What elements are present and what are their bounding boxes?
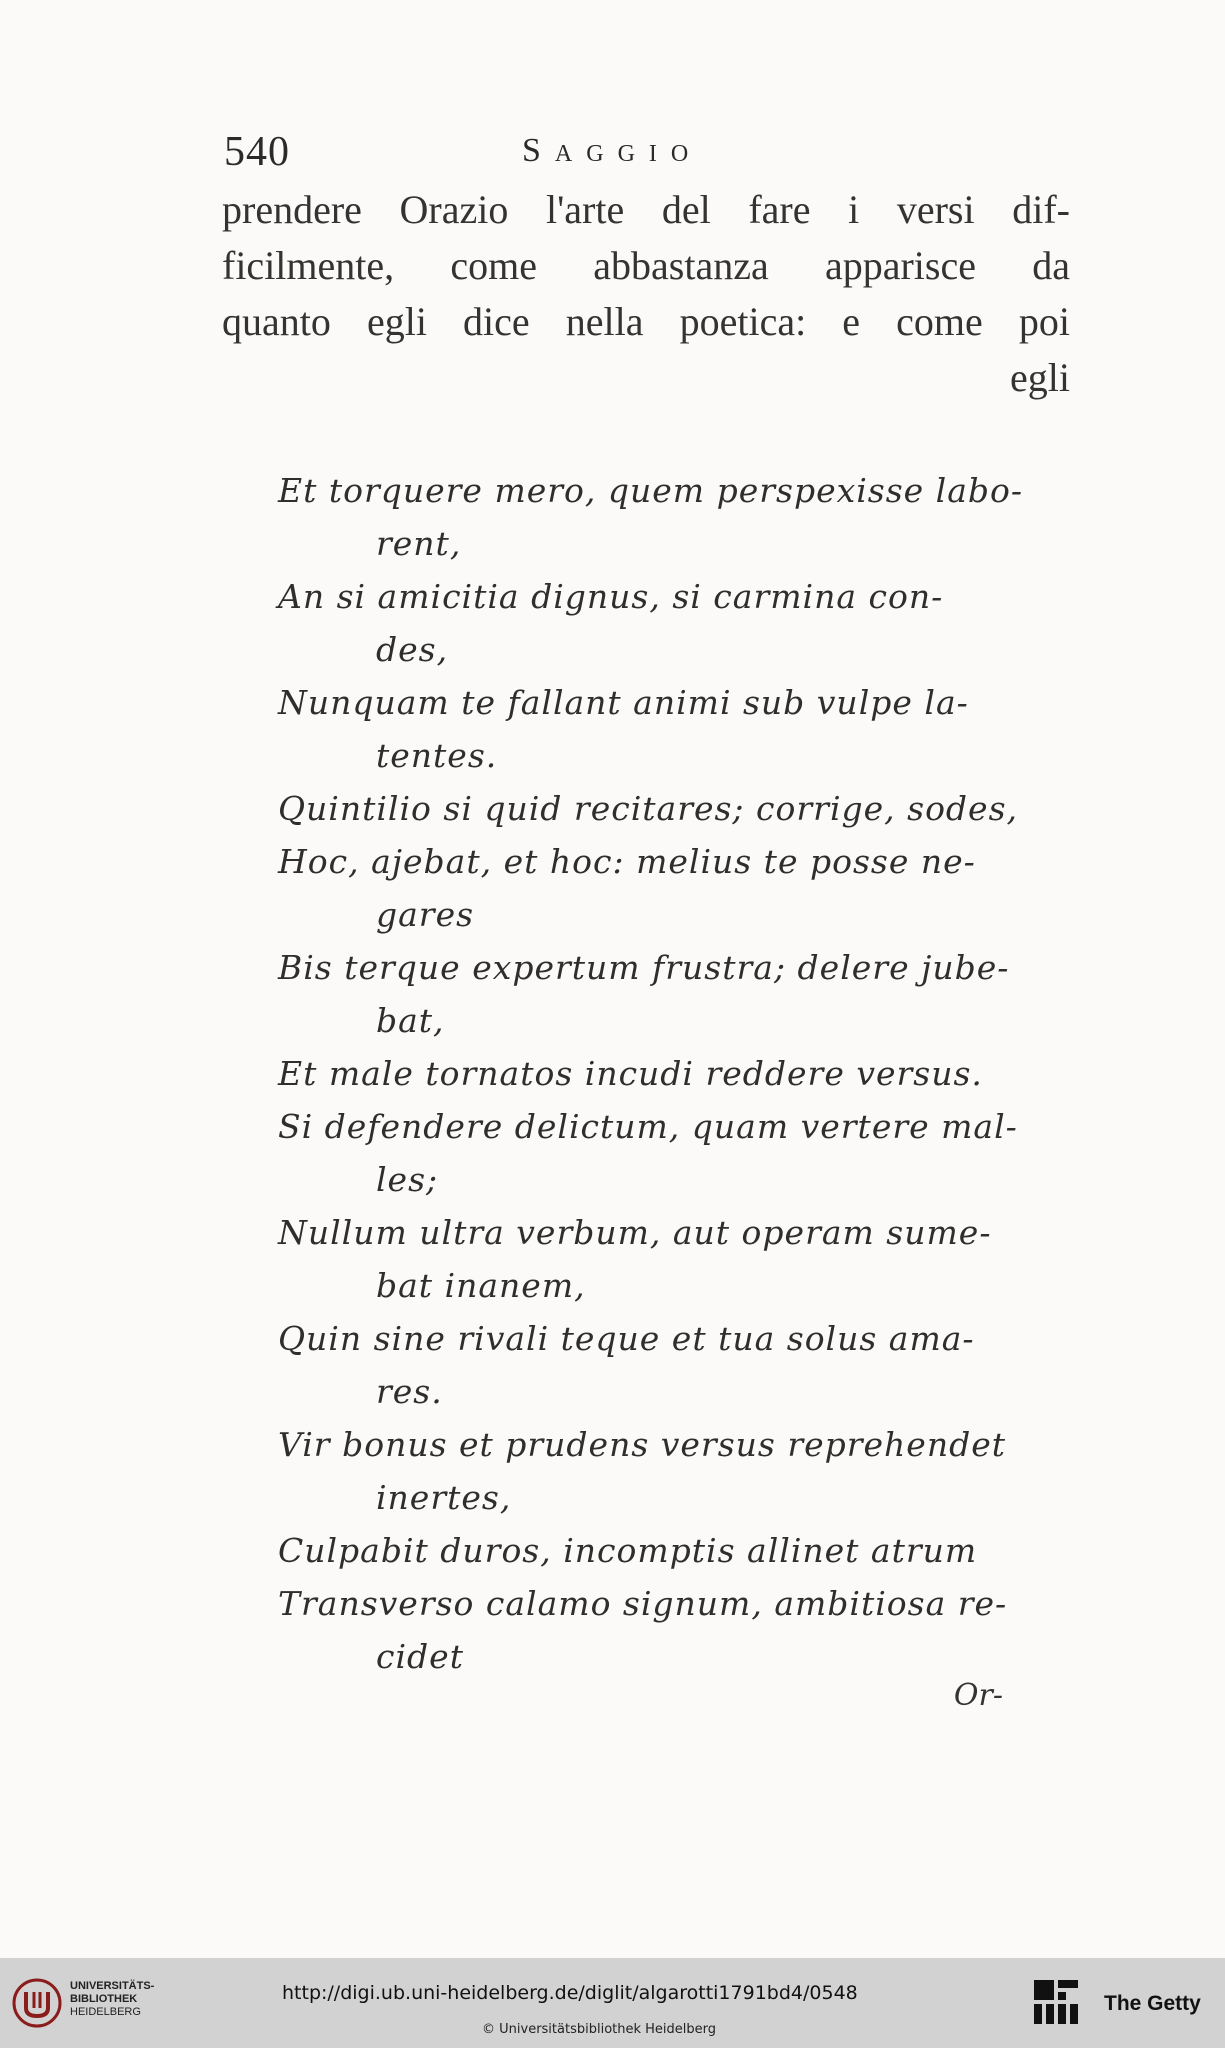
- running-head: Saggio: [522, 132, 703, 169]
- page-number: 540: [224, 129, 290, 175]
- verse-line: Nunquam te fallant animi sub vulpe la-: [278, 683, 969, 722]
- verse-line-continuation: rent,: [376, 524, 462, 563]
- verse-line-continuation: tentes.: [376, 736, 498, 775]
- verse-line: Hoc, ajebat, et hoc: melius te posse ne-: [278, 842, 976, 881]
- permalink-url[interactable]: http://digi.ub.uni-heidelberg.de/diglit/algarotti1791bd4/0548: [282, 1982, 858, 2004]
- catchword: Or-: [953, 1678, 1003, 1713]
- prose-line: ficilmente, come abbastanza apparisce da: [222, 243, 1070, 288]
- prose-paragraph: [222, 182, 1070, 406]
- verse-line-continuation: gares: [376, 895, 475, 934]
- sponsor-name: The Getty: [1104, 1992, 1201, 2015]
- verse-quotation: [278, 464, 1078, 1683]
- copyright-notice: © Universitätsbibliothek Heidelberg: [482, 2022, 717, 2037]
- verse-line: Vir bonus et prudens versus reprehendet: [278, 1425, 1007, 1464]
- prose-line: quanto egli dice nella poetica: e come poi: [222, 299, 1070, 344]
- verse-line: Bis terque expertum frustra; delere jube-: [278, 948, 1010, 987]
- library-name-line: UNIVERSITÄTS-: [70, 1980, 155, 1992]
- verse-line: Quintilio si quid recitares; corrige, sodes,: [278, 789, 1019, 828]
- verse-line-continuation: bat,: [376, 1001, 445, 1040]
- verse-line-continuation: des,: [376, 630, 449, 669]
- getty-logo-icon: [1032, 1978, 1082, 2028]
- verse-line-continuation: cidet: [376, 1637, 464, 1676]
- university-library-name: [70, 1980, 154, 2019]
- verse-line: Si defendere delictum, quam vertere mal-: [278, 1107, 1018, 1146]
- prose-line: prendere Orazio l'arte del fare i versi dif-: [222, 187, 1070, 232]
- verse-line: Culpabit duros, incomptis allinet atrum: [278, 1531, 978, 1570]
- verse-line-continuation: bat inanem,: [376, 1266, 586, 1305]
- library-name-line: HEIDELBERG: [70, 2006, 141, 2018]
- verse-line: Et torquere mero, quem perspexisse labo-: [278, 471, 1024, 510]
- prose-line: egli: [1010, 355, 1070, 400]
- verse-line-continuation: res.: [376, 1372, 443, 1411]
- verse-line: Nullum ultra verbum, aut operam sume-: [278, 1213, 992, 1252]
- verse-line-continuation: inertes,: [376, 1478, 512, 1517]
- library-name-line: BIBLIOTHEK: [70, 1993, 138, 2005]
- viewer-footer: [0, 1958, 1225, 2048]
- verse-line: An si amicitia dignus, si carmina con-: [278, 577, 944, 616]
- verse-line: Transverso calamo signum, ambitiosa re-: [278, 1584, 1008, 1623]
- university-library-logo-icon: [12, 1978, 62, 2028]
- verse-line: Et male tornatos incudi reddere versus.: [278, 1054, 983, 1093]
- page-header: [224, 128, 1104, 178]
- verse-line: Quin sine rivali teque et tua solus ama-: [278, 1319, 975, 1358]
- verse-line-continuation: les;: [376, 1160, 439, 1199]
